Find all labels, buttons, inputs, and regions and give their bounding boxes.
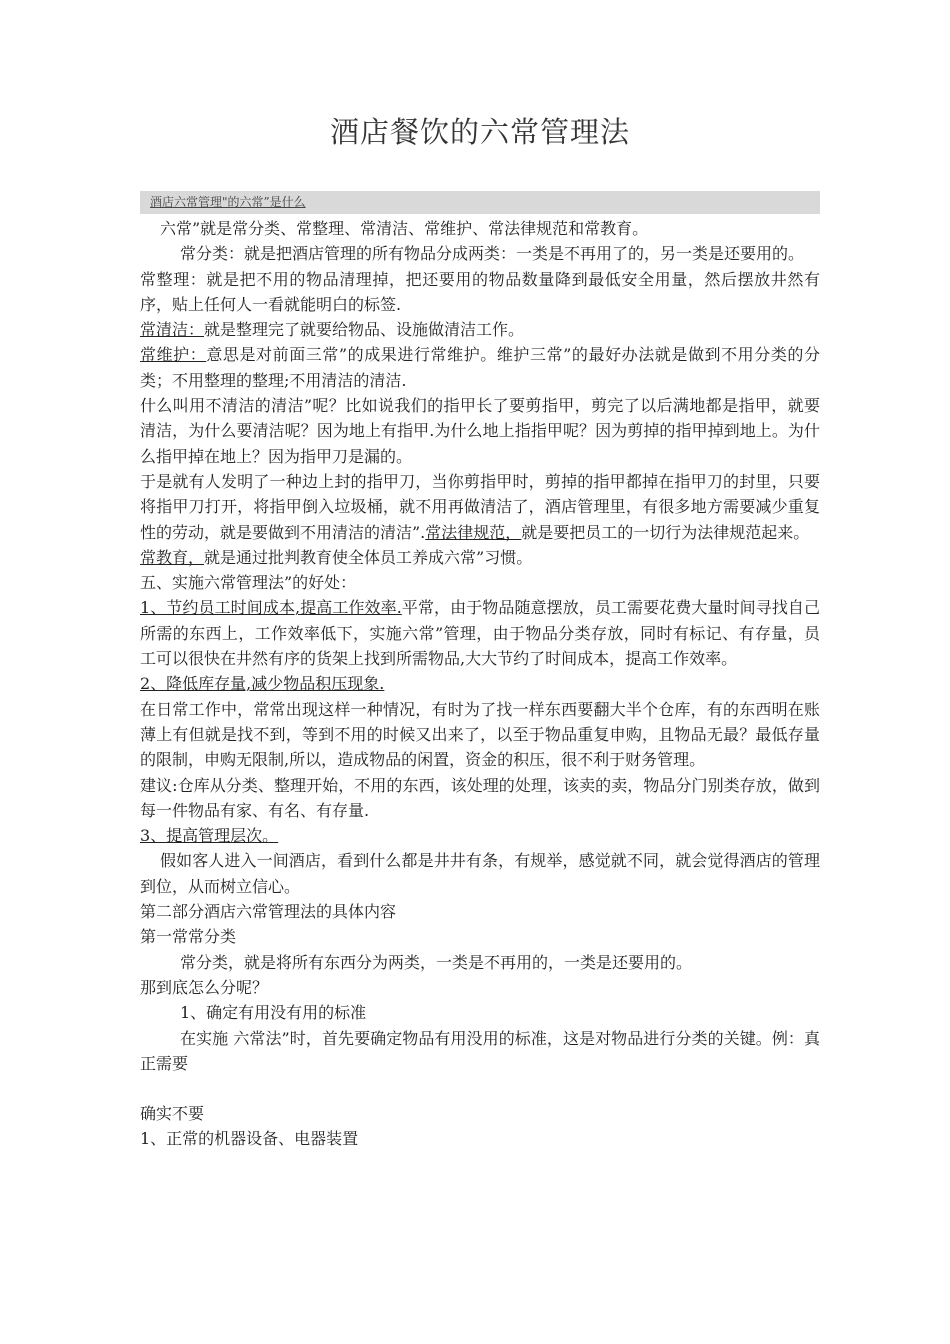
- qingjie-text: 就是整理完了就要给物品、设施做清洁工作。: [204, 320, 525, 340]
- not-needed-label: 确实不要: [140, 1104, 205, 1124]
- benefit-2-label: 2、降低库存量,减少物品积压现象.: [140, 674, 385, 694]
- jiaoyu-text: 就是通过批判教育使全体员工养成六常”习惯。: [204, 547, 533, 567]
- zhijiadao-text: 于是就有人发明了一种边上封的指甲刀，当你剪指甲时，剪掉的指甲都掉在指甲刀的封里，只要将指甲刀打开，将指甲倒入垃圾桶，就不用再做清洁了，酒店管理里，有很多地方需要减少重复性的劳动，就是要做到不用清洁的清洁”.: [140, 471, 820, 542]
- section-header-link[interactable]: 酒店六常管理"的六常”是什么: [150, 195, 306, 209]
- paragraph-weihu: [140, 342, 820, 393]
- paragraph-zhijia: 什么叫用不清洁的清洁”呢？比如说我们的指甲长了要剪指甲，剪完了以后满地都是指甲，就要清洁，为什么要清洁呢？因为地上有指甲.为什么地上指指甲呢？因为剪掉的指甲掉到地上。为什么指甲掉在地上？因为指甲刀是漏的。: [140, 396, 820, 466]
- paragraph-jiaoyu: [140, 545, 820, 570]
- paragraph-gap: [140, 1076, 820, 1101]
- document-body: [140, 216, 820, 1152]
- benefit-1-label: 1、节约员工时间成本,提高工作效率.: [140, 598, 402, 618]
- falv-text: 就是要把员工的一切行为法律规范起来。: [521, 522, 810, 542]
- paragraph-qingjie: [140, 317, 820, 342]
- standard-title: 1、确定有用没有用的标准: [180, 1003, 367, 1023]
- qingjie-label: 常清洁：: [140, 320, 205, 340]
- falv-label: 常法律规范，: [425, 522, 522, 542]
- paragraph-zhijiadao: [140, 469, 820, 545]
- section-header-bar: [140, 191, 820, 214]
- benefit-2-text: 在日常工作中，常常出现这样一种情况，有时为了找一样东西要翻大半个仓库，有的东西明在账薄上有但就是找不到，等到不用的时候又出来了，以至于物品重复申购，且物品无最？最低存量的限制，申购无限制,所以，造成物品的闲置，资金的积压，很不利于财务管理。: [140, 699, 820, 770]
- benefit-3-label: 3、提高管理层次。: [140, 826, 279, 846]
- standard-text: 在实施 六常法”时，首先要确定物品有用没用的标准，这是对物品进行分类的关键。例：真正需要: [140, 1028, 820, 1073]
- part2-subtext: 常分类，就是将所有东西分为两类，一类是不再用的，一类是还要用的。: [180, 952, 693, 972]
- benefits-heading: 五、实施六常管理法”的好处：: [140, 573, 357, 593]
- benefit-2-suggestion: 建议:仓库从分类、整理开始，不用的东西，该处理的处理，该卖的卖，物品分门别类存放，做到每一件物品有家、有名、有存量.: [140, 775, 820, 820]
- paragraph-fenlei: 常分类：就是把酒店管理的所有物品分成两类：一类是不再用了的，另一类是还要用的。: [180, 244, 805, 264]
- weihu-label: 常维护：: [140, 345, 207, 365]
- benefit-1: [140, 595, 820, 671]
- list-item-1: 1、正常的机器设备、电器装置: [140, 1129, 359, 1149]
- benefit-3-label-line: [140, 823, 820, 848]
- jiaoyu-label: 常教育，: [140, 547, 205, 567]
- part2-subheading: 第一常常分类: [140, 927, 237, 947]
- document-title: 酒店餐饮的六常管理法: [329, 115, 630, 149]
- part2-heading: 第二部分酒店六常管理法的具体内容: [140, 902, 397, 922]
- benefit-3-text: 假如客人进入一间酒店，看到什么都是井井有条，有规举，感觉就不同，就会觉得酒店的管理到位，从而树立信心。: [140, 851, 820, 896]
- how-question: 那到底怎么分呢？: [140, 977, 269, 997]
- weihu-text: 意思是对前面三常”的成果进行常维护。维护三常”的最好办法就是做到不用分类的分类；不用整理的整理;不用清洁的清洁.: [140, 345, 820, 390]
- benefit-2-label-line: [140, 671, 820, 696]
- intro-paragraph: 六常”就是常分类、常整理、常清洁、常维护、常法律规范和常教育。: [160, 219, 649, 238]
- benefit-1-text: 平常，由于物品随意摆放，员工需要花费大量时间寻找自己所需的东西上，工作效率低下，实施六常”管理，由于物品分类存放，同时有标记、有存量，员工可以很快在井然有序的货架上找到所需物品,大大节约了时间成本，提高工作效率。: [140, 598, 820, 669]
- paragraph-zhengli: 常整理：就是把不用的物品清理掉，把还要用的物品数量降到最低安全用量，然后摆放井然有序，贴上任何人一看就能明白的标签.: [140, 269, 820, 314]
